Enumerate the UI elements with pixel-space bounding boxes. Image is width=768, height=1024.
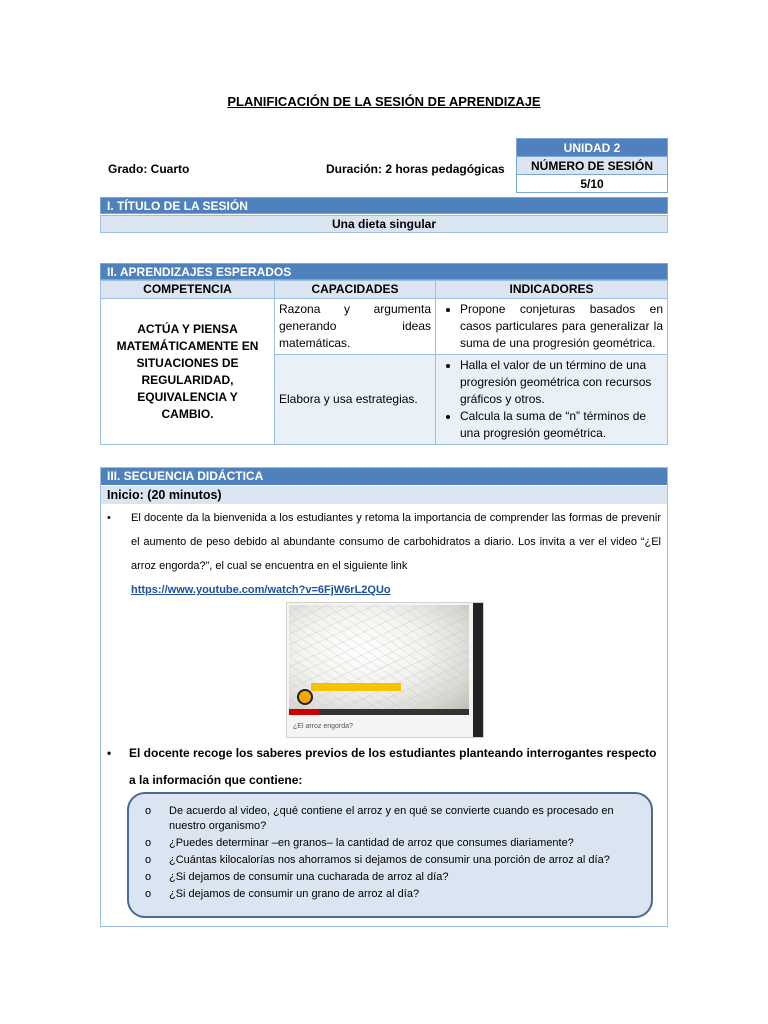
video-progress-fill bbox=[289, 709, 319, 715]
unit-table bbox=[516, 138, 668, 193]
list-item: o De acuerdo al video, ¿qué contiene el arroz y en qué se convierte cuando es procesado en nuestro organismo? bbox=[145, 805, 614, 832]
circle-bullet-icon: o bbox=[145, 837, 152, 849]
capacidad-1: Razona y argumenta generando ideas matemáticas. bbox=[275, 299, 436, 355]
list-item: o ¿Si dejamos de consumir una cucharada de arroz al día? bbox=[145, 871, 449, 883]
session-number: 5/10 bbox=[517, 175, 668, 193]
secuencia-section bbox=[100, 467, 668, 927]
channel-logo-icon bbox=[297, 689, 313, 705]
paragraph-1 bbox=[107, 506, 661, 602]
video-caption: ¿El arroz engorda? bbox=[293, 723, 353, 730]
indicador-3: • Calcula la suma de “n” términos de una progresión geométrica. bbox=[460, 408, 663, 442]
inicio-label: Inicio: (20 minutos) bbox=[101, 486, 667, 504]
paragraph-2 bbox=[107, 740, 661, 794]
questions-list bbox=[143, 804, 637, 904]
video-side-strip bbox=[473, 603, 483, 737]
indicador-2: • Halla el valor de un término de una progresión geométrica con recursos gráficos y otros. bbox=[460, 357, 663, 408]
list-item: o ¿Puedes determinar –en granos– la cantidad de arroz que consumes diariamente? bbox=[145, 837, 574, 849]
unit-label: UNIDAD 2 bbox=[517, 139, 668, 157]
section-title-header: I. TÍTULO DE LA SESIÓN bbox=[100, 197, 668, 214]
video-thumbnail[interactable] bbox=[286, 602, 484, 738]
list-item: o ¿Si dejamos de consumir un grano de arroz al día? bbox=[145, 888, 420, 900]
video-banner bbox=[311, 683, 401, 691]
session-title: Una dieta singular bbox=[100, 215, 668, 233]
bullet-icon: • bbox=[107, 512, 111, 524]
grade-label: Grado: Cuarto bbox=[108, 162, 190, 176]
section-aprendizajes-header: II. APRENDIZAJES ESPERADOS bbox=[100, 263, 668, 280]
bullet-icon: • bbox=[107, 746, 112, 760]
duration-label: Duración: 2 horas pedagógicas bbox=[326, 162, 505, 176]
indicador-cell-2 bbox=[436, 355, 668, 445]
video-link[interactable]: https://www.youtube.com/watch?v=6FjW6rL2QUo bbox=[131, 584, 391, 596]
circle-bullet-icon: o bbox=[145, 871, 152, 883]
rice-image bbox=[289, 605, 469, 715]
col-indicadores: INDICADORES bbox=[436, 281, 668, 299]
circle-bullet-icon: o bbox=[145, 805, 152, 817]
col-competencia: COMPETENCIA bbox=[101, 281, 275, 299]
list-item: o ¿Cuántas kilocalorías nos ahorramos si dejamos de consumir una porción de arroz al día? bbox=[145, 854, 610, 866]
paragraph-1-text: El docente da la bienvenida a los estudiantes y retoma la importancia de comprender las formas de prevenir el aumento de peso debido al abundante consumo de carbohidratos a diario. Los invita a ver el video “¿El arroz engorda?”, el cual se encuentra en el siguiente link bbox=[131, 512, 661, 572]
questions-box bbox=[127, 792, 653, 918]
page-title: PLANIFICACIÓN DE LA SESIÓN DE APRENDIZAJE bbox=[227, 94, 541, 109]
indicador-1: • Propone conjeturas basados en casos particulares para generalizar la suma de una progresión geométrica. bbox=[460, 301, 663, 352]
capacidad-2: Elabora y usa estrategias. bbox=[275, 355, 436, 445]
col-capacidades: CAPACIDADES bbox=[275, 281, 436, 299]
paragraph-2-text: El docente recoge los saberes previos de los estudiantes planteando interrogantes respecto a la información que contiene: bbox=[129, 746, 657, 787]
competencia-cell: ACTÚA Y PIENSA MATEMÁTICAMENTE EN SITUACIONES DE REGULARIDAD, EQUIVALENCIA Y CAMBIO. bbox=[101, 299, 275, 445]
indicador-cell-1 bbox=[436, 299, 668, 355]
circle-bullet-icon: o bbox=[145, 888, 152, 900]
section-secuencia-header: III. SECUENCIA DIDÁCTICA bbox=[101, 468, 667, 485]
aprendizajes-table bbox=[100, 280, 668, 445]
session-number-label: NÚMERO DE SESIÓN bbox=[517, 157, 668, 175]
circle-bullet-icon: o bbox=[145, 854, 152, 866]
